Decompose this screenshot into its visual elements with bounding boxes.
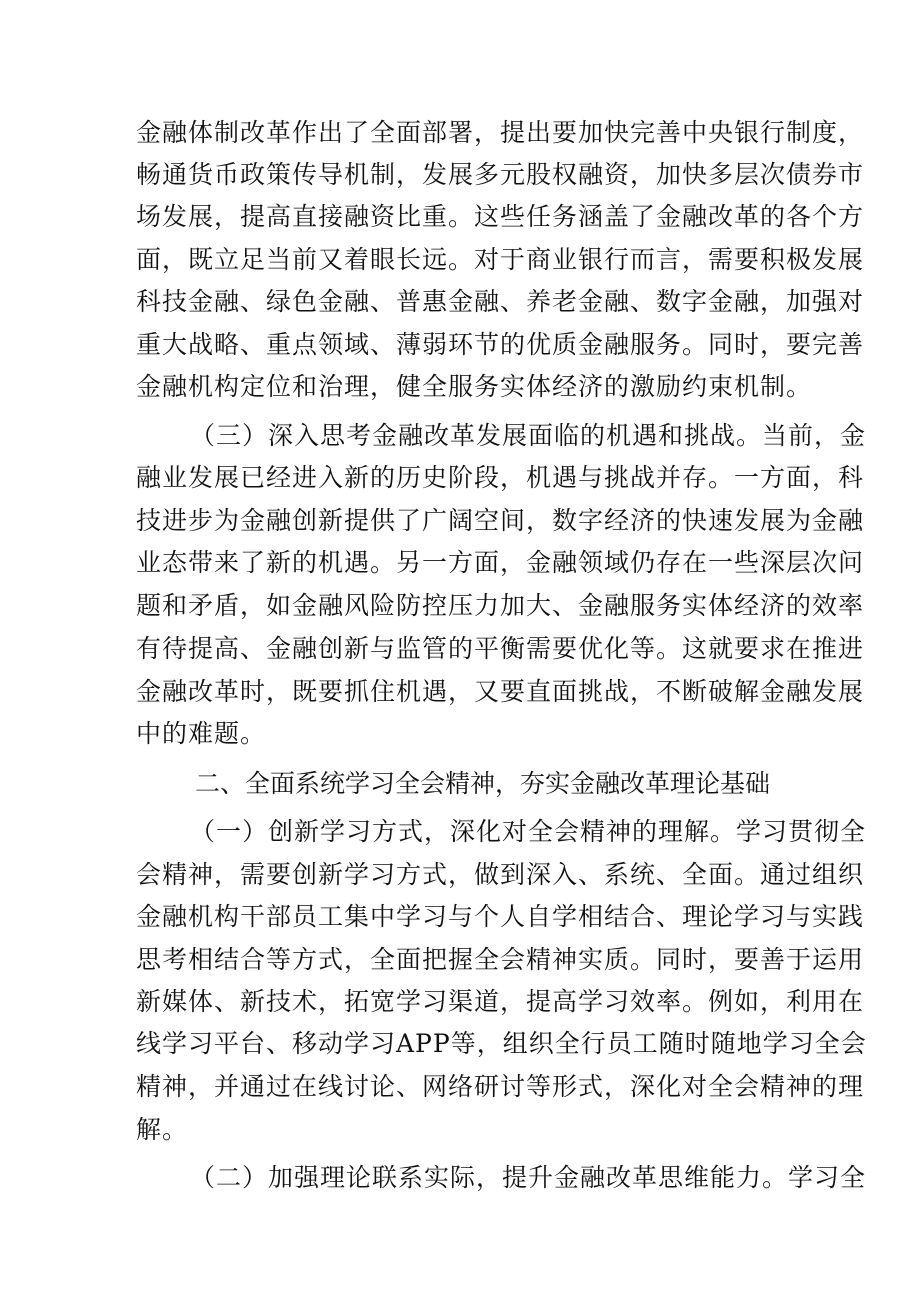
body-text-line: 技进步为金融创新提供了广阔空间，数字经济的快速发展为金融 [136, 506, 865, 535]
paragraph-start-line: （一）创新学习方式，深化对全会精神的理解。学习贯彻全 [190, 817, 867, 846]
body-text-line: 金融机构干部员工集中学习与个人自学相结合、理论学习与实践 [136, 902, 865, 931]
section-heading: 二、全面系统学习全会精神，夯实金融改革理论基础 [195, 769, 771, 798]
body-text-line: 重大战略、重点领域、薄弱环节的优质金融服务。同时，要完善 [136, 330, 865, 359]
body-text-line: 场发展，提高直接融资比重。这些任务涵盖了金融改革的各个方 [136, 202, 865, 231]
body-text-line: 思考相结合等方式，全面把握全会精神实质。同时，要善于运用 [136, 945, 865, 974]
body-text-line: 面，既立足当前又着眼长远。对于商业银行而言，需要积极发展 [136, 245, 865, 274]
body-text-line: 线学习平台、移动学习APP等，组织全行员工随时随地学习全会 [136, 1029, 867, 1058]
body-text-line: 融业发展已经进入新的历史阶段，机遇与挑战并存。一方面，科 [136, 463, 865, 492]
body-text-line: 有待提高、金融创新与监管的平衡需要优化等。这就要求在推进 [136, 634, 865, 663]
body-text-line: 中的难题。 [136, 719, 267, 748]
body-text-line: 科技金融、绿色金融、普惠金融、养老金融、数字金融，加强对 [136, 287, 865, 316]
body-text-line: 题和矛盾，如金融风险防控压力加大、金融服务实体经济的效率 [136, 591, 865, 620]
body-text-line: 金融机构定位和治理，健全服务实体经济的激励约束机制。 [136, 372, 813, 401]
body-text-line: 新媒体、新技术，拓宽学习渠道，提高学习效率。例如，利用在 [136, 987, 865, 1016]
paragraph-start-line: （三）深入思考金融改革发展面临的机遇和挑战。当前，金 [190, 421, 867, 450]
paragraph-start-line: （二）加强理论联系实际，提升金融改革思维能力。学习全 [190, 1163, 867, 1192]
body-text-line: 金融改革时，既要抓住机遇，又要直面挑战，不断破解金融发展 [136, 677, 865, 706]
body-text-line: 金融体制改革作出了全面部署，提出要加快完善中央银行制度， [136, 118, 865, 147]
body-text-line: 精神，并通过在线讨论、网络研讨等形式，深化对全会精神的理 [136, 1072, 865, 1101]
body-text-line: 业态带来了新的机遇。另一方面，金融领域仍存在一些深层次问 [136, 548, 865, 577]
body-text-line: 会精神，需要创新学习方式，做到深入、系统、全面。通过组织 [136, 860, 865, 889]
body-text-line: 畅通货币政策传导机制，发展多元股权融资，加快多层次债券市 [136, 160, 865, 189]
body-text-line: 解。 [136, 1115, 189, 1144]
